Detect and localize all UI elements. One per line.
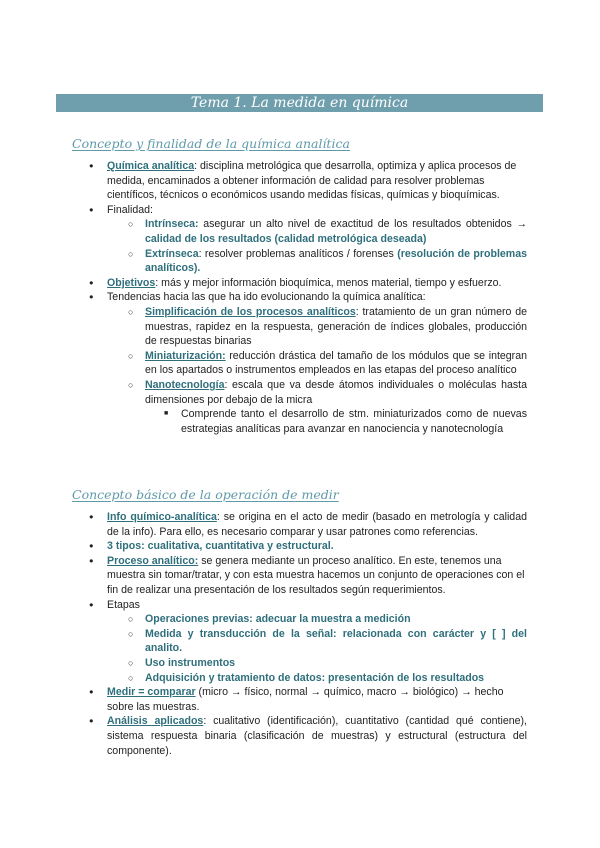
list-item: ● Etapas bbox=[0, 598, 527, 613]
list-item: ● Info químico-analítica: se origina en el acto de medir (basado en metrología y calidad de la info). Para ello, es necesario comparar y usar patrones como referencias. bbox=[0, 510, 527, 539]
section-1-list bbox=[0, 159, 600, 436]
list-item: ○ Uso instrumentos bbox=[0, 656, 527, 671]
list-item: ○ Medida y transducción de la señal: relacionada con carácter y [ ] del analito. bbox=[0, 627, 527, 656]
list-item: ● Finalidad: bbox=[0, 203, 527, 218]
list-item: ● Análisis aplicados: cualitativo (identificación), cuantitativo (cantidad qué contiene), sistema respuesta binaria (clasificación de muestras) y estructural (estructura del componente). bbox=[0, 714, 527, 758]
list-item: ○ Operaciones previas: adecuar la muestra a medición bbox=[0, 612, 527, 627]
list-item: ● Objetivos: más y mejor información bioquímica, menos material, tiempo y esfuerzo. bbox=[0, 276, 527, 291]
list-item: ● Proceso analítico: se genera mediante un proceso analítico. En este, tenemos una muestra sin tomar/tratar, y con esta muestra hacemos un conjunto de operaciones con el fin de realizar una presentación de los resultados según requerimientos. bbox=[0, 554, 527, 598]
list-item: ● 3 tipos: cualitativa, cuantitativa y estructural. bbox=[0, 539, 527, 554]
list-item: ● Química analítica: disciplina metrológica que desarrolla, optimiza y aplica procesos de medida, encaminados a obtener información de calidad para resolver problemas científicos, técnicos o económicos usando medidas físicas, químicas y bioquímicas. bbox=[0, 159, 527, 203]
list-item: ○ Nanotecnología: escala que va desde átomos individuales o moléculas hasta dimensiones por debajo de la micra bbox=[0, 378, 527, 407]
section-heading-2: Concepto básico de la operación de medir bbox=[72, 487, 339, 502]
list-item: ○ Extrínseca: resolver problemas analíticos / forenses (resolución de problemas analíticos). bbox=[0, 247, 527, 276]
section-2-list bbox=[0, 510, 600, 758]
list-item: ● Tendencias hacia las que ha ido evolucionando la química analítica: bbox=[0, 290, 527, 305]
list-item: ○ Intrínseca: asegurar un alto nivel de exactitud de los resultados obtenidos → calidad de los resultados (calidad metrológica deseada) bbox=[0, 217, 527, 246]
list-item: ○ Miniaturización: reducción drástica del tamaño de los módulos que se integran en los apartados o instrumentos empleados en las etapas del proceso analítico bbox=[0, 349, 527, 378]
list-item: ○ Adquisición y tratamiento de datos: presentación de los resultados bbox=[0, 671, 527, 686]
title-banner bbox=[56, 94, 543, 112]
list-item: ■ Comprende tanto el desarrollo de stm. miniaturizados como de nuevas estrategias analíticas para avanzar en nanociencia y nanotecnología bbox=[0, 407, 527, 436]
list-item: ○ Simplificación de los procesos analíticos: tratamiento de un gran número de muestras, rapidez en la respuesta, generación de índices globales, producción de respuestas binarias bbox=[0, 305, 527, 349]
list-item: ● Medir = comparar (micro → físico, normal → químico, macro → biológico) → hecho sobre las muestras. bbox=[0, 685, 527, 714]
section-heading-1: Concepto y finalidad de la química analítica bbox=[72, 136, 350, 151]
page-title: Tema 1. La medida en química bbox=[185, 95, 414, 111]
